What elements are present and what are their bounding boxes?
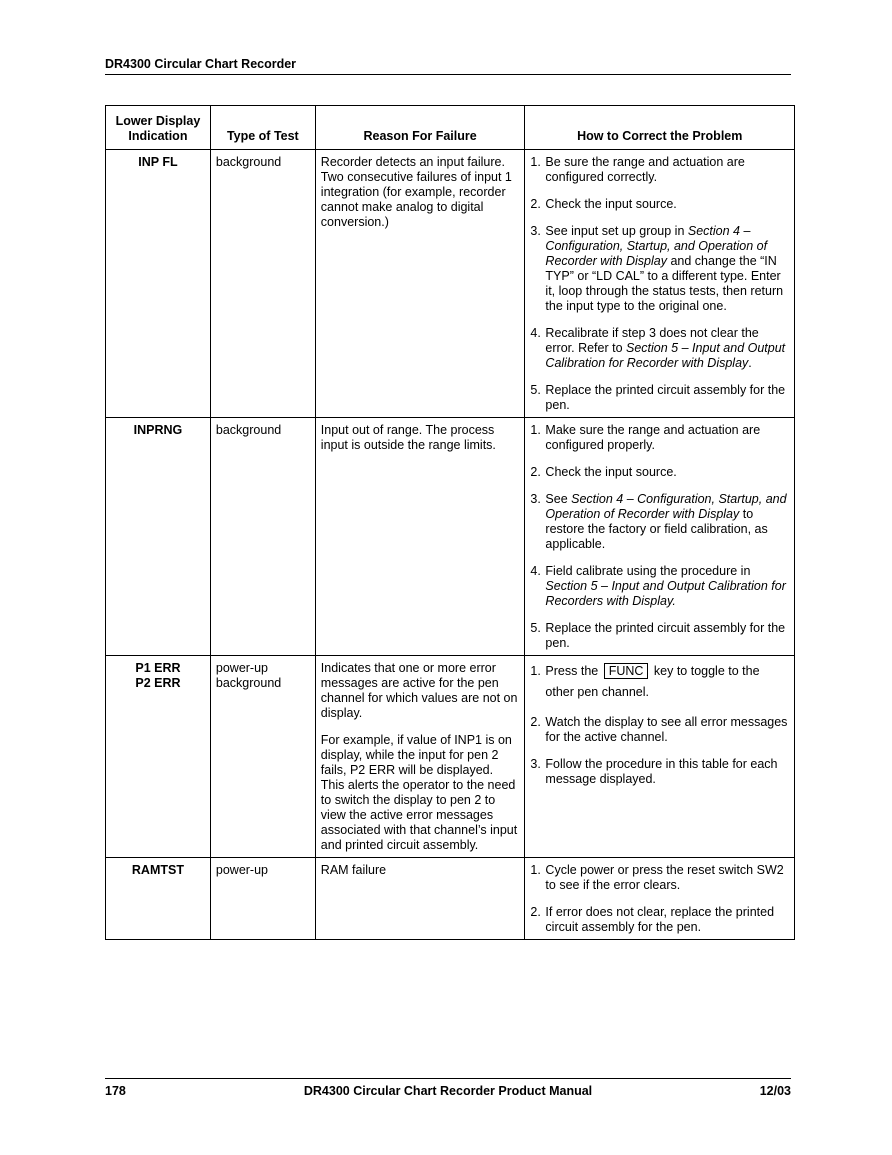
step-text: See input set up group in (545, 224, 688, 238)
cell-reason (315, 418, 525, 656)
table-row (106, 656, 795, 858)
step-text: Replace the printed circuit assembly for the pen. (545, 383, 786, 412)
step-number: 1. (530, 863, 541, 877)
table-header-row (106, 106, 795, 150)
correction-steps (530, 661, 789, 787)
correction-step (530, 423, 789, 453)
reason-paragraph: For example, if value of INP1 is on display, while the input for pen 2 fails, P2 ERR will be displayed. This alerts the operator to the need to switch the display to pen 2 to view the active error messages associated with that channel’s input and printed circuit assembly. (320, 733, 518, 852)
footer-manual-title: DR4300 Circular Chart Recorder Product Manual (303, 1084, 593, 1098)
cell-indication (106, 150, 211, 418)
step-number: 1. (530, 155, 541, 169)
cell-indication (106, 656, 211, 858)
table-row (106, 858, 795, 940)
step-number: 2. (530, 197, 541, 211)
step-text: See (545, 492, 572, 506)
func-key-label: FUNC (604, 663, 649, 679)
reason-paragraph: Recorder detects an input failure. Two consecutive failures of input 1 integration (for example, recorder cannot make analog to digital conversion.) (320, 155, 512, 229)
correction-step (530, 224, 789, 314)
correction-step (530, 564, 789, 609)
step-text: Watch the display to see all error messages for the active channel. (545, 715, 788, 744)
cell-test-type (210, 858, 315, 940)
cell-correction (525, 418, 795, 656)
correction-steps (530, 863, 789, 935)
cell-reason (315, 656, 525, 858)
step-number: 2. (530, 905, 541, 919)
test-type-text: background (215, 676, 282, 690)
correction-step (530, 715, 789, 745)
cell-indication (106, 418, 211, 656)
table-row (106, 150, 795, 418)
correction-step (530, 621, 789, 651)
section-reference: Section 4 – Configuration, Startup, and Operation of Recorder with Display (545, 492, 787, 521)
step-text: Be sure the range and actuation are configured correctly. (545, 155, 745, 184)
cell-correction (525, 858, 795, 940)
cell-reason (315, 150, 525, 418)
indication-code: INP FL (138, 155, 178, 169)
troubleshooting-table (105, 105, 795, 940)
section-reference: Section 4 – Configuration, Startup, and Operation of Recorder with Display (545, 224, 768, 268)
cell-correction (525, 656, 795, 858)
correction-step (530, 383, 789, 413)
step-text: Field calibrate using the procedure in (545, 564, 751, 578)
column-header-indication: Lower Display Indication (106, 106, 211, 150)
header-title: DR4300 Circular Chart Recorder (105, 57, 297, 71)
step-text: Check the input source. (545, 465, 677, 479)
indication-code: P1 ERR (135, 661, 181, 675)
page-number: 178 (105, 1084, 126, 1098)
step-number: 4. (530, 326, 541, 340)
step-number: 4. (530, 564, 541, 578)
section-reference: Section 5 – Input and Output Calibration for Recorder with Display (545, 341, 786, 370)
indication-code: RAMTST (131, 863, 184, 877)
correction-step (530, 197, 789, 212)
step-text: Recalibrate if step 3 does not clear the error. Refer to (545, 326, 759, 355)
indication-code: INPRNG (133, 423, 183, 437)
column-header-reason: Reason For Failure (315, 106, 525, 150)
page-footer (105, 1078, 791, 1102)
step-text: If error does not clear, replace the printed circuit assembly for the pen. (545, 905, 775, 934)
section-reference: Section 5 – Input and Output Calibration for Recorders with Display. (545, 579, 786, 608)
step-number: 1. (530, 664, 541, 678)
step-text: . (748, 356, 752, 370)
cell-correction (525, 150, 795, 418)
column-header-correction: How to Correct the Problem (525, 106, 795, 150)
table-row (106, 418, 795, 656)
test-type-text: power-up (215, 863, 269, 877)
indication-code: P2 ERR (135, 676, 181, 690)
step-number: 5. (530, 383, 541, 397)
correction-step (530, 155, 789, 185)
page-header (105, 56, 791, 75)
step-text: and change the “IN TYP” or “LD CAL” to a different type. Enter it, loop through the status tests, then return the input type to the original one. (545, 254, 784, 313)
correction-step (530, 905, 789, 935)
step-text: key to toggle to the other pen channel. (545, 664, 760, 699)
cell-reason (315, 858, 525, 940)
cell-indication (106, 858, 211, 940)
step-text: Cycle power or press the reset switch SW2 to see if the error clears. (545, 863, 784, 892)
reason-paragraph: Indicates that one or more error messages are active for the pen channel for which values are not on display. (320, 661, 518, 720)
step-number: 3. (530, 224, 541, 238)
cell-test-type (210, 150, 315, 418)
correction-step (530, 326, 789, 371)
step-number: 5. (530, 621, 541, 635)
step-number: 3. (530, 757, 541, 771)
step-text: Replace the printed circuit assembly for the pen. (545, 621, 786, 650)
column-header-type: Type of Test (210, 106, 315, 150)
correction-step (530, 465, 789, 480)
step-text: Make sure the range and actuation are configured properly. (545, 423, 761, 452)
correction-steps (530, 155, 789, 413)
correction-step (530, 757, 789, 787)
test-type-text: background (215, 423, 282, 437)
correction-step (530, 492, 789, 552)
reason-paragraph: RAM failure (320, 863, 387, 877)
cell-test-type (210, 656, 315, 858)
correction-steps (530, 423, 789, 651)
correction-step (530, 661, 789, 703)
reason-paragraph: Input out of range. The process input is outside the range limits. (320, 423, 496, 452)
step-text: to restore the factory or field calibration, as applicable. (545, 507, 768, 551)
table-body (106, 150, 795, 940)
step-number: 2. (530, 715, 541, 729)
cell-test-type (210, 418, 315, 656)
step-text: Check the input source. (545, 197, 677, 211)
step-text: Press the (545, 664, 602, 678)
test-type-text: background (215, 155, 282, 169)
correction-step (530, 863, 789, 893)
step-text: Follow the procedure in this table for each message displayed. (545, 757, 778, 786)
step-number: 2. (530, 465, 541, 479)
footer-date: 12/03 (759, 1084, 791, 1098)
step-number: 1. (530, 423, 541, 437)
test-type-text: power-up (215, 661, 269, 675)
step-number: 3. (530, 492, 541, 506)
